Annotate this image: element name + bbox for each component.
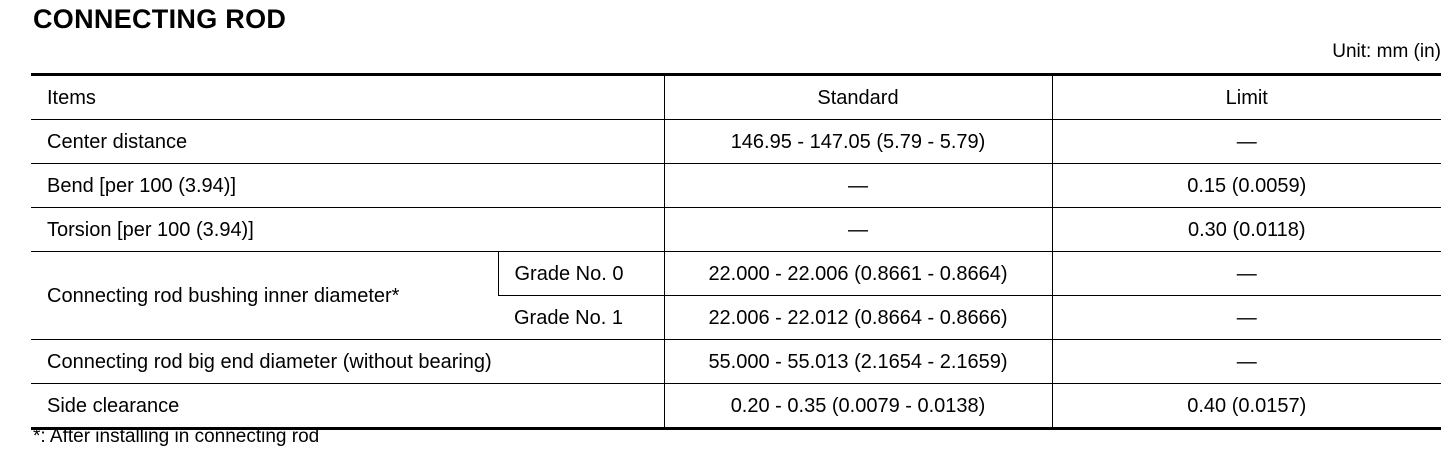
row-item: Connecting rod bushing inner diameter* (31, 252, 498, 340)
row-limit: — (1052, 120, 1441, 164)
row-item: Connecting rod big end diameter (without bearing) (31, 340, 664, 384)
table-row (31, 384, 1441, 429)
page-title: CONNECTING ROD (33, 4, 287, 34)
row-item: Center distance (31, 120, 664, 164)
table-row (31, 252, 1441, 296)
footnote: *: After installing in connecting rod (33, 426, 320, 447)
row-limit: — (1052, 252, 1441, 296)
row-standard: 0.20 - 0.35 (0.0079 - 0.0138) (664, 384, 1052, 429)
row-limit: 0.30 (0.0118) (1052, 208, 1441, 252)
row-standard: 22.000 - 22.006 (0.8661 - 0.8664) (664, 252, 1052, 296)
row-limit: 0.15 (0.0059) (1052, 164, 1441, 208)
row-standard: 22.006 - 22.012 (0.8664 - 0.8666) (664, 296, 1052, 340)
table-row (31, 208, 1441, 252)
unit-label: Unit: mm (in) (1332, 41, 1441, 62)
row-standard: — (664, 164, 1052, 208)
table-row (31, 340, 1441, 384)
header-items: Items (31, 75, 664, 120)
table-header-row (31, 75, 1441, 120)
row-limit: — (1052, 296, 1441, 340)
row-grade: Grade No. 1 (498, 296, 664, 340)
row-standard: 55.000 - 55.013 (2.1654 - 2.1659) (664, 340, 1052, 384)
row-item: Torsion [per 100 (3.94)] (31, 208, 664, 252)
row-limit: 0.40 (0.0157) (1052, 384, 1441, 429)
row-grade: Grade No. 0 (498, 252, 664, 296)
row-standard: — (664, 208, 1052, 252)
row-standard: 146.95 - 147.05 (5.79 - 5.79) (664, 120, 1052, 164)
row-item: Side clearance (31, 384, 664, 429)
row-item: Bend [per 100 (3.94)] (31, 164, 664, 208)
row-limit: — (1052, 340, 1441, 384)
spec-table (31, 73, 1441, 430)
table-row (31, 164, 1441, 208)
table-row (31, 120, 1441, 164)
header-standard: Standard (664, 75, 1052, 120)
header-limit: Limit (1052, 75, 1441, 120)
